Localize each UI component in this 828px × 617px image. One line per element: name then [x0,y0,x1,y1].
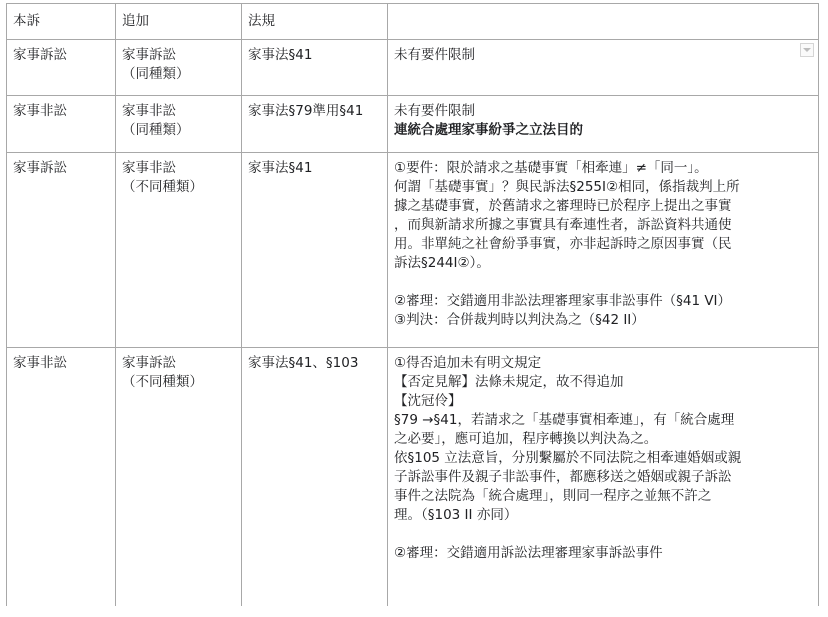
text-line: ②審理：交錯適用非訟法理審理家事非訟事件（§41 VI） [394,293,732,309]
table-row [7,40,819,96]
cell-statute: 家事法§41 [242,40,388,96]
text-line: ③判決：合併裁判時以判決為之（§42 II） [394,312,645,328]
text-line: 據之基礎事實，於舊請求之審理時已於程序上提出之事實 [394,198,732,214]
text-line: 未有要件限制 [394,47,475,63]
text-line: （不同種類） [122,179,203,195]
cell-notes [388,348,819,606]
header-cell-addition: 追加 [116,4,242,40]
text-line: 理。（§103 II 亦同） [394,507,518,523]
blank-line [394,525,812,544]
text-line: 依§105 立法意旨，分別繫屬於不同法院之相牽連婚姻或親 [394,450,742,466]
cell-addition [116,40,242,96]
text-line: 之必要」，應可追加，程序轉換以判決為之。 [394,431,658,447]
text-line: 【沈冠伶】 [394,393,462,409]
text-line: （不同種類） [122,374,203,390]
header-cell-notes [388,4,819,40]
table-row [7,96,819,153]
cell-addition [116,96,242,153]
text-line: 事件之法院為「統合處理」，則同一程序之並無不許之 [394,488,712,504]
header-cell-main-suit: 本訴 [7,4,116,40]
cell-notes-text [394,46,812,65]
cell-notes [388,96,819,153]
text-line: 子訴訟事件及親子非訟事件，都應移送之婚姻或親子訴訟 [394,469,732,485]
text-line: 連統合處理家事紛爭之立法目的 [394,122,583,138]
text-line: ①要件：限於請求之基礎事實「相牽連」≠「同一」。 [394,160,708,176]
text-line: ，而與新請求所據之事實具有牽連性者，訴訟資料共通使 [394,217,732,233]
text-line: 家事訴訟 [122,47,176,63]
cell-notes [388,153,819,348]
header-cell-statute: 法規 [242,4,388,40]
text-line: （同種類） [122,122,190,138]
text-line: 訴法§244I②）。 [394,255,490,271]
blank-line [394,273,812,292]
cell-addition [116,348,242,606]
cell-statute: 家事法§79準用§41 [242,96,388,153]
text-line: 家事非訟 [122,103,176,119]
cell-notes [388,40,819,96]
text-line: 家事訴訟 [122,355,176,371]
text-line: 【否定見解】法條未規定，故不得追加 [394,374,624,390]
text-line: （同種類） [122,66,190,82]
text-line: 家事非訟 [122,160,176,176]
text-line: 用。非單純之社會紛爭事實，亦非起訴時之原因事實（民 [394,236,732,252]
text-line: ①得否追加未有明文規定 [394,355,542,371]
comparison-table [6,3,819,606]
cell-addition [116,153,242,348]
cell-main-suit: 家事訴訟 [7,40,116,96]
cell-statute: 家事法§41 [242,153,388,348]
text-line: 未有要件限制 [394,103,475,119]
cell-main-suit: 家事非訟 [7,96,116,153]
text-line: §79 →§41，若請求之「基礎事實相牽連」，有「統合處理 [394,412,735,428]
table-row [7,348,819,606]
text-line: ②審理：交錯適用訴訟法理審理家事訴訟事件 [394,545,663,561]
table-row [7,153,819,348]
cell-statute: 家事法§41、§103 [242,348,388,606]
cell-main-suit: 家事訴訟 [7,153,116,348]
header-row [7,4,819,40]
dropdown-arrow-icon[interactable] [800,43,814,57]
text-line: 何謂「基礎事實」？與民訴法§255I②相同，係指裁判上所 [394,179,740,195]
cell-main-suit: 家事非訟 [7,348,116,606]
